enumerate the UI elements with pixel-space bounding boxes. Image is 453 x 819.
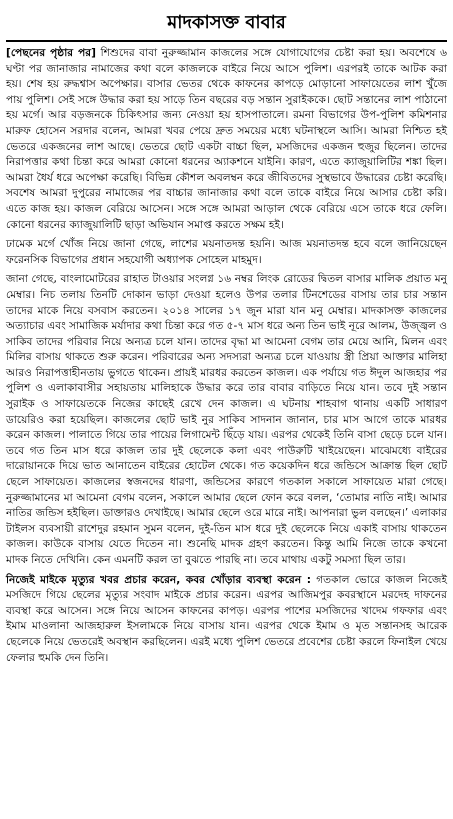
paragraph-1-text: শিশুদের বাবা নুরুজ্জামান কাজলের সঙ্গে যোগাযোগের চেষ্টা করা হয়। অবশেষে ৬ ঘণ্টা পর জানাজার নামাজের কথা বলে কাজলকে বাইরে নিয়ে আসে পুলিশ। এরপরই তাকে আটক করা হয়। শেষ হয় রুদ্ধশ্বাস অপেক্ষার। বাসার ভেতর থেকে কাফনের কাপড়ে মোড়ানো সাফায়েতের লাশ খুঁজে পায় পুলিশ। সেই সঙ্গে উদ্ধার করা হয় সাড়ে তিন বছরের বড় সন্তান সুরাইককে। ছোট সন্তানের লাশ পাঠানো হয় মর্গে। আর বড়জনকে চিকিৎসার জন্য নেওয়া হয় হাসপাতালে। রমনা বিভাগের উপ-পুলিশ কমিশনার মারুফ হোসেন সরদার বলেন, আমরা খবর পেয়ে দ্রুত সময়ের মধ্যে ঘটনাস্থলে আসি। আমরা নিশ্চিত হই ভেতরে একজনের লাশ আছে। ভেতরে ছোট একটা বাচ্চা ছিল, মসজিদের একজন হুজুর ছিলেন। তাদের নিরাপত্তার কথা চিন্তা করে আমরা কোনো ধরনের অ্যাকশনে যাইনি। কারণ, এতে ক্যাজুয়ালিটির শঙ্কা ছিল। আমরা ধৈর্য ধরে অপেক্ষা করেছি। বিভিন্ন কৌশল অবলম্বন করে জীবিতদের সুস্থভাবে উদ্ধারের চেষ্টা করেছি। সবশেষ আমরা দুপুরের নামাজের পর বাচ্চার জানাজার কথা বলে তাকে বাইরে নিয়ে আসার চেষ্টা করি। এতে কাজ হয়। কাজল বেরিয়ে আসেন। সঙ্গে সঙ্গে আমরা আড়াল থেকে বেরিয়ে এসে তাকে ধরে ফেলি। কোনো ধরনের ক্যাজুয়ালিটি ছাড়া অভিযান সমাপ্ত করতে সক্ষম হই। — [6, 47, 447, 231]
headline-rule — [6, 40, 447, 42]
paragraph-4-text: গতকাল ভোরে কাজল নিজেই মসজিদে গিয়ে ছেলের মৃত্যুর সংবাদ মাইকে প্রচার করেন। এরপর আজিমপুর কবরস্থানে মরদেহ দাফনের ব্যবস্থা করে আসেন। সঙ্গে নিয়ে আসেন কাফনের কাপড়। এরপর পাশের মসজিদের খাদেম গফফার এবং ইমাম মাওলানা আজহারুল ইসলামকে নিয়ে বাসায় যান। এরপর থেকে ইমাম ও মৃত সন্তানসহ আরেক ছেলেকে নিয়ে ভেতরেই অবস্থান করছিলেন। এরই মধ্যে পুলিশ ভেতরে প্রবেশের চেষ্টা করলে ফিনাইল খেয়ে ফেলার হুমকি দেন তিনি। — [6, 573, 447, 664]
paragraph-3: জানা গেছে, বাংলামোটরের রাহাত টাওয়ার সংলগ্ন ১৬ নম্বর লিংক রোডের দ্বিতল বাসার মালিক প্রয়াত মনু মেম্বার। নিচ তলায় তিনটি দোকান ভাড়া দেওয়া হলেও উপর তলার টিনশেডের বাসায় তার চার সন্তান তাদের মাকে নিয়ে বসবাস করতেন। ২০১৪ সালের ১৭ জুন মারা যান মনু মেম্বার। মাদকাসক্ত কাজলের অত্যাচার এবং সামাজিক মর্যাদার কথা চিন্তা করে গত ৫-৭ মাস ধরে অন্য তিন ভাই নূরে আলম, উজ্জ্বল ও সাকিব তাদের পরিবার নিয়ে অন্যত্র চলে যান। তাদের বৃদ্ধা মা আমেনা বেগম তার মেয়ে আনি, মিলন এবং মিলির বাসায় থাকতে শুরু করেন। পরিবারের অন্য সদস্যরা অন্যত্র চলে যাওয়ায় স্ত্রী প্রিয়া আক্তার মালিহা আরও নিরাপত্তাহীনতায় ভুগতে থাকেন। প্রায়ই মারধর করতেন কাজল। এক পর্যায়ে গত ঈদুল আজহার পর পুলিশ ও এলাকাবাসীর সহায়তায় মালিহাকে উদ্ধার করে তার বাবার বাড়িতে নিয়ে যান। তবে দুই সন্তান সুরাইক ও সাফায়েতকে নিজের কাছেই রেখে দেন কাজল। এ ঘটনায় শাহবাগ থানায় একটি সাধারণ ডায়েরিও করা হয়েছিল। কাজলের ছোট ভাই নুর সাকিব সাদনান জানান, চার মাস আগে তাকে মারধর করেন কাজল। পালাতে গিয়ে তার পায়ের লিগামেন্ট ছিঁড়ে যায়। এরপর থেকেই তিনি বাসা ছেড়ে চলে যান। তবে গত তিন মাস ধরে কাজল তার দুই ছেলেকে কলা এবং পাউরুটি খাইয়েছেন। মাঝেমধ্যে বাইরের দারোয়ানকে দিয়ে ভাত আনাতেন বাইরের হোটেল থেকে। গত কয়েকদিন ধরে জন্ডিসে আক্রান্ত ছিল ছোট ছেলে সাফায়েত। কাজলের স্বজনদের ধারণা, জন্ডিসের কারণে গতকাল সকালে সাফায়েত মারা গেছে। নুরুজ্জামানের মা আমেনা বেগম বলেন, সকালে আমার ছেলে ফোন করে বলল, ‘তোমার নাতি নাই। আমার নাতির জন্ডিস হইছিল। ডাক্তারও দেখাইছে। আমার ছেলে ওরে মারে নাই। আপনারা ভুল বলছেন।’ এলাকার টাইলস ব্যবসায়ী রাশেদুর রহমান সুমন বলেন, দুই-তিন মাস ধরে দুই ছেলেকে নিয়ে একাই বাসায় থাকতেন কাজল। কাউকে বাসায় যেতে দিতেন না। শুনেছি মাদক গ্রহণ করতেন। কিন্তু আমি নিজে তাকে কখনো মাদক নিতে দেখিনি। কেন এমনটি করল তা বুঝতে পারছি না। তবে মাথায় একটু সমস্যা ছিল তার। — [6, 273, 447, 566]
article-headline: মাদকাসক্ত বাবার — [167, 12, 286, 33]
continued-from-label: [পেছনের পৃষ্ঠার পর] — [6, 47, 96, 59]
subheading-lead: নিজেই মাইকে মৃত্যুর খবর প্রচার করেন, কবর খোঁড়ার ব্যবস্থা করেন : — [6, 573, 311, 586]
paragraph-4 — [6, 573, 447, 667]
paragraph-1 — [6, 46, 447, 233]
paragraph-2: ঢামেক মর্গে খোঁজ নিয়ে জানা গেছে, লাশের ময়নাতদন্ত হয়নি। আজ ময়নাতদন্ত হবে বলে জানিয়েছেন ফরেনসিক বিভাগের প্রধান সহযোগী অধ্যাপক সোহেল মাহমুদ। — [6, 238, 447, 266]
